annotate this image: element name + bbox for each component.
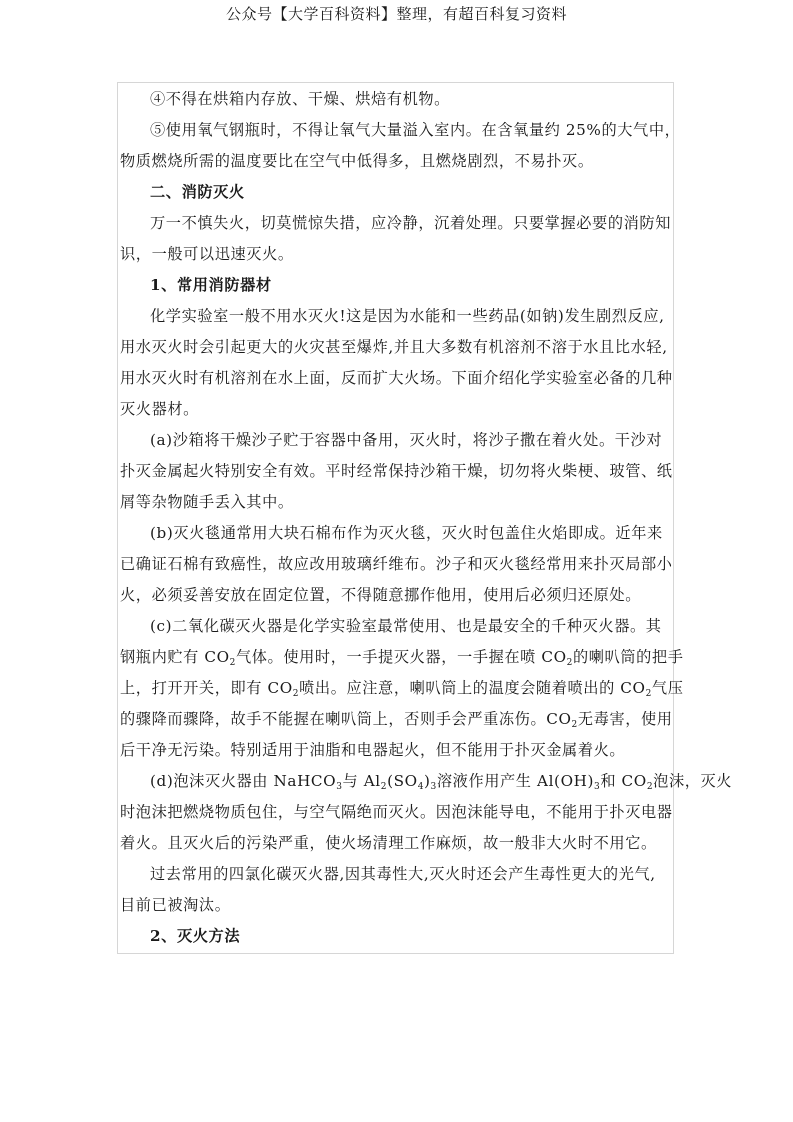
paragraph-stay-calm-line1: 万一不慎失火，切莫慌惊失措，应冷静，沉着处理。只要掌握必要的消防知: [150, 214, 671, 232]
text-run: 与 Al: [342, 772, 381, 790]
paragraph-co2-line2: [120, 642, 684, 673]
section-heading-fire-fighting: 二、消防灭火: [150, 183, 245, 201]
paragraph-co2-line4: [120, 704, 678, 735]
paragraph-no-water-line3: 用水灭火时有机溶剂在水上面，反而扩大火场。下面介绍化学实验室必备的几种: [120, 369, 673, 387]
paragraph-blanket-line3: 火，必须妥善安放在固定位置，不得随意挪作他用，使用后必须归还原处。: [120, 586, 641, 604]
text-run: 无毒害，使用: [577, 710, 673, 728]
paragraph-blanket-line2: 已确证石棉有致癌性，故应改用玻璃纤维布。沙子和灭火毯经常用来扑灭局部小: [120, 555, 673, 573]
text-run: 气体。使用时，一手提灭火器，一手握在喷 CO: [235, 648, 567, 666]
paragraph-sandbox-line1: (a)沙箱将干燥沙子贮于容器中备用，灭火时，将沙子撒在着火处。干沙对: [150, 431, 663, 449]
subscript: 2: [380, 782, 388, 792]
text-run: 喷出。应注意，喇叭筒上的温度会随着喷出的 CO: [299, 679, 646, 697]
subheading-methods: 2、灭火方法: [150, 927, 241, 945]
text-run: 的喇叭筒的把手: [572, 648, 684, 666]
subscript: 2: [646, 782, 654, 792]
paragraph-co2-line5: 后干净无污染。特别适用于油脂和电器起火，但不能用于扑灭金属着火。: [120, 741, 626, 759]
subscript: 2: [292, 689, 300, 699]
text-run: 气压: [651, 679, 684, 697]
paragraph-stay-calm-line2: 识，一般可以迅速灭火。: [120, 245, 294, 263]
paragraph-ccl4-line2: 目前已被淘汰。: [120, 896, 231, 914]
subscript: 3: [430, 782, 437, 792]
paragraph-oven-rule: ④不得在烘箱内存放、干燥、烘焙有机物。: [150, 90, 450, 108]
text-run: 溶液作用产生 Al(OH): [436, 772, 594, 790]
paragraph-no-water-line1: 化学实验室一般不用水灭火!这是因为水能和一些药品(如钠)发生剧烈反应,: [150, 307, 665, 325]
paragraph-foam-line2: 时泡沫把燃烧物质包住，与空气隔绝而灭火。因泡沫能导电，不能用于扑灭电器: [120, 803, 673, 821]
text-run: (d)泡沫灭火器由 NaHCO: [150, 772, 337, 790]
page-header: 公众号【大学百科资料】整理，有超百科复习资料: [225, 5, 567, 23]
paragraph-sandbox-line3: 屑等杂物随手丢入其中。: [120, 493, 294, 511]
text-run: ): [424, 772, 431, 790]
paragraph-oxygen-line1: ⑤使用氧气钢瓶时，不得让氧气大量溢入室内。在含氧量约 25%的大气中，: [150, 121, 681, 139]
paragraph-oxygen-line2: 物质燃烧所需的温度要比在空气中低得多，且燃烧剧烈，不易扑灭。: [120, 152, 594, 170]
paragraph-co2-line3: [120, 673, 684, 704]
paragraph-no-water-line2: 用水灭火时会引起更大的火灾甚至爆炸,并且大多数有机溶剂不溶于水且比水轻,: [120, 338, 668, 356]
subscript: 3: [594, 782, 601, 792]
paragraph-ccl4-line1: 过去常用的四氯化碳灭火器,因其毒性大,灭火时还会产生毒性更大的光气,: [150, 865, 656, 883]
text-run: 上，打开开关，即有 CO: [120, 679, 293, 697]
text-run: (SO: [387, 772, 418, 790]
paragraph-no-water-line4: 灭火器材。: [120, 400, 199, 418]
paragraph-foam-line3: 着火。且灭火后的污染严重，使火场清理工作麻烦，故一般非大火时不用它。: [120, 834, 657, 852]
paragraph-co2-line1: (c)二氧化碳灭火器是化学实验室最常使用、也是最安全的千种灭火器。其: [150, 617, 662, 635]
subscript: 2: [566, 658, 573, 668]
subscript: 4: [417, 782, 425, 792]
paragraph-blanket-line1: (b)灭火毯通常用大块石棉布作为灭火毯，灭火时包盖住火焰即成。近年来: [150, 524, 663, 542]
subscript: 2: [229, 658, 236, 668]
paragraph-sandbox-line2: 扑灭金属起火特别安全有效。平时经常保持沙箱干燥，切勿将火柴梗、玻管、纸: [120, 462, 673, 480]
subheading-equipment: 1、常用消防器材: [150, 276, 272, 294]
text-run: 的骤降而骤降，故手不能握在喇叭筒上，否则手会严重冻伤。CO: [120, 710, 572, 728]
text-run: 泡沫，灭火: [653, 772, 733, 790]
document-body: [120, 84, 733, 952]
paragraph-foam-line1: [120, 766, 733, 797]
subscript: 2: [645, 689, 652, 699]
subscript: 2: [571, 720, 578, 730]
text-run: 钢瓶内贮有 CO: [120, 648, 230, 666]
text-run: 和 CO: [600, 772, 647, 790]
subscript: 3: [336, 782, 343, 792]
